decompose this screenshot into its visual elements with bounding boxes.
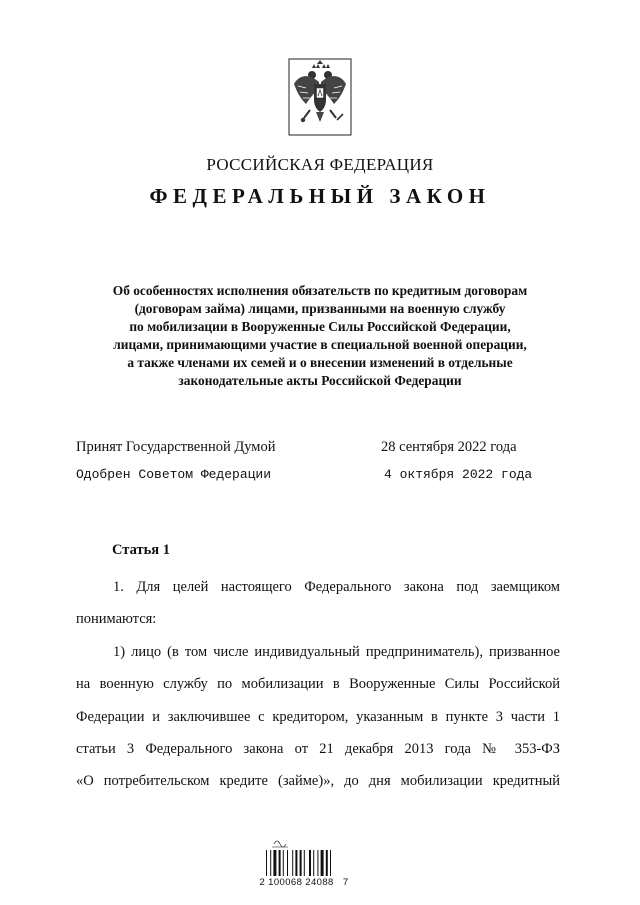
article-item-line: 1) лицо (в том числе индивидуальный предприниматель), призванное bbox=[113, 643, 560, 660]
law-title-line: законодательные акты Российской Федерации bbox=[178, 373, 462, 388]
article-paragraph-line: 1. Для целей настоящего Федерального закона под заемщиком bbox=[113, 579, 560, 595]
article-paragraph-line: понимаются: bbox=[76, 611, 157, 628]
law-title bbox=[60, 282, 580, 390]
law-title-line: Об особенностях исполнения обязательств по кредитным договорам bbox=[112, 283, 528, 298]
document-type: ФЕДЕРАЛЬНЫЙ ЗАКОН bbox=[149, 184, 491, 208]
law-title-line: (договорам займа) лицами, призванными на военную службу bbox=[134, 301, 506, 316]
barcode-number: 2 100068 24088 7 bbox=[259, 877, 349, 888]
article-item-line: «О потребительском кредите (займе)», до дня мобилизации кредитный bbox=[76, 773, 560, 790]
law-title-line: а также членами их семей и о внесении изменений в отдельные bbox=[127, 355, 513, 370]
double-headed-eagle-icon bbox=[288, 58, 352, 136]
law-title-line: лицами, принимающими участие в специальной военной операции, bbox=[113, 337, 527, 352]
article-body bbox=[76, 571, 560, 798]
law-title-line: по мобилизации в Вооруженные Силы Российской Федерации, bbox=[129, 319, 511, 334]
article-heading: Статья 1 bbox=[112, 542, 170, 558]
country-name: РОССИЙСКАЯ ФЕДЕРАЦИЯ bbox=[206, 155, 434, 174]
council-approval-label: Одобрен Советом Федерации bbox=[76, 467, 272, 482]
duma-adoption-label: Принят Государственной Думой bbox=[76, 439, 276, 455]
council-approval-date: 4 октября 2022 года bbox=[384, 467, 533, 482]
article-item-line: Федерации и заключившее с кредитором, указанным в пункте 3 части 1 bbox=[76, 708, 560, 725]
article-item-line: статьи 3 Федерального закона от 21 декабря 2013 года № 353-ФЗ bbox=[76, 741, 560, 758]
duma-adoption-date: 28 сентября 2022 года bbox=[381, 439, 517, 455]
article-item-line: на военную службу по мобилизации в Вооруженные Силы Российской bbox=[76, 676, 560, 693]
